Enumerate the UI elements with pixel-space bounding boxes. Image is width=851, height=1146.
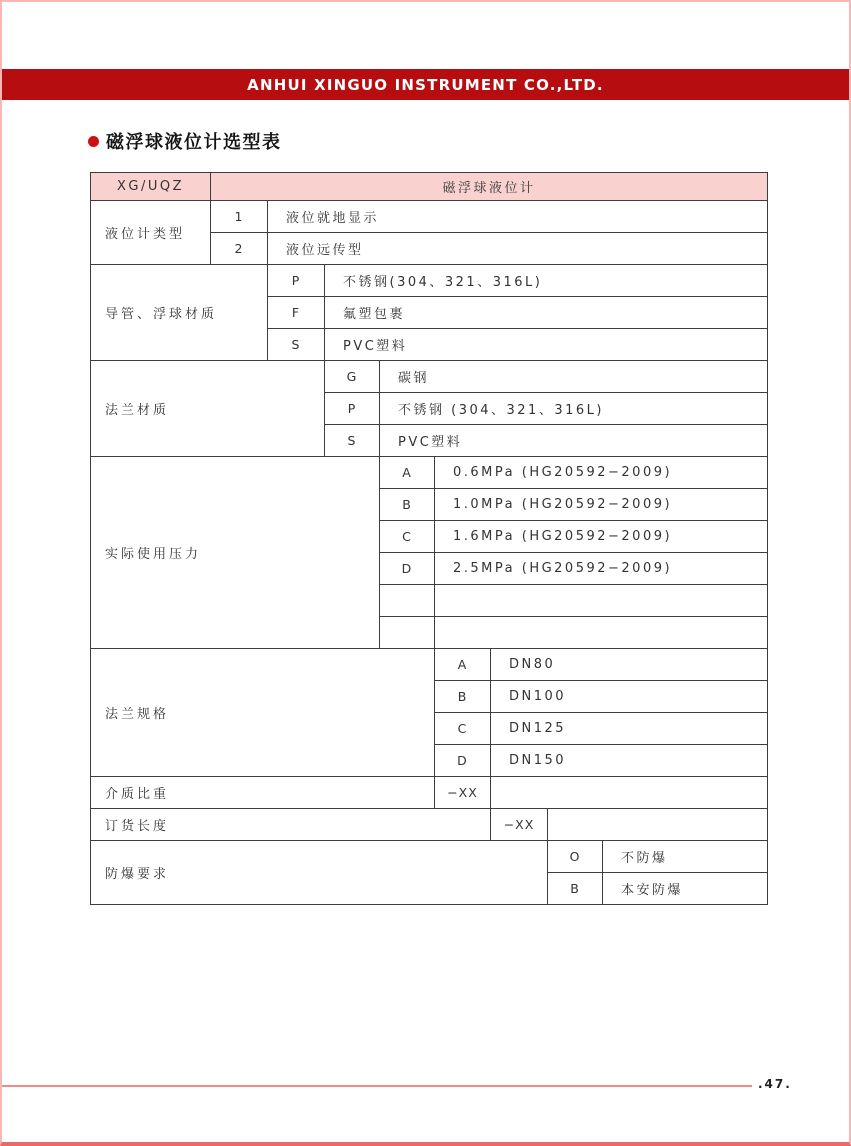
table-row	[91, 649, 768, 681]
flange-material-label: 法兰材质	[91, 361, 325, 457]
option-code-empty	[380, 585, 435, 617]
table-row	[91, 457, 768, 489]
option-code: S	[325, 425, 380, 457]
order-length-value: −XX	[491, 809, 548, 841]
option-code: D	[380, 553, 435, 585]
company-header-bar	[0, 69, 851, 100]
model-code-cell: XG/UQZ	[91, 173, 211, 201]
option-desc: PVC塑料	[380, 425, 768, 457]
table-row	[91, 809, 768, 841]
option-code: S	[268, 329, 325, 361]
option-code: A	[435, 649, 491, 681]
medium-gravity-label: 介质比重	[91, 777, 435, 809]
option-desc: PVC塑料	[325, 329, 768, 361]
option-code: 2	[211, 233, 268, 265]
option-desc: 1.0MPa (HG20592−2009)	[435, 489, 768, 521]
working-pressure-label: 实际使用压力	[91, 457, 380, 649]
option-code: C	[380, 521, 435, 553]
option-desc: 不锈钢 (304、321、316L)	[380, 393, 768, 425]
option-code: 1	[211, 201, 268, 233]
option-desc: 不锈钢(304、321、316L)	[325, 265, 768, 297]
option-code: A	[380, 457, 435, 489]
option-code: P	[268, 265, 325, 297]
table-row	[91, 777, 768, 809]
bullet-icon	[88, 136, 99, 147]
option-desc: 液位远传型	[268, 233, 768, 265]
option-desc: 氟塑包裹	[325, 297, 768, 329]
section-title-text: 磁浮球液位计选型表	[106, 132, 282, 153]
medium-gravity-value: −XX	[435, 777, 491, 809]
option-desc: 2.5MPa (HG20592−2009)	[435, 553, 768, 585]
empty-cell	[548, 809, 768, 841]
option-code: D	[435, 745, 491, 777]
option-desc: 本安防爆	[603, 873, 768, 905]
table-row	[91, 841, 768, 873]
option-desc: 碳钢	[380, 361, 768, 393]
option-code: B	[380, 489, 435, 521]
option-desc: DN100	[491, 681, 768, 713]
option-code: F	[268, 297, 325, 329]
option-desc-empty	[435, 617, 768, 649]
option-desc: 1.6MPa (HG20592−2009)	[435, 521, 768, 553]
tube-float-material-label: 导管、浮球材质	[91, 265, 268, 361]
flange-spec-label: 法兰规格	[91, 649, 435, 777]
table-row	[91, 201, 768, 233]
option-code: B	[548, 873, 603, 905]
table-row	[91, 361, 768, 393]
option-code: P	[325, 393, 380, 425]
option-code: G	[325, 361, 380, 393]
option-desc: DN150	[491, 745, 768, 777]
explosion-proof-label: 防爆要求	[91, 841, 548, 905]
table-row	[91, 265, 768, 297]
option-desc: 液位就地显示	[268, 201, 768, 233]
order-length-label: 订货长度	[91, 809, 491, 841]
page-number: .47.	[758, 1077, 792, 1091]
gauge-type-label: 液位计类型	[91, 201, 211, 265]
option-desc: 不防爆	[603, 841, 768, 873]
option-desc-empty	[435, 585, 768, 617]
table-header-row	[91, 173, 768, 201]
empty-cell	[491, 777, 768, 809]
option-code-empty	[380, 617, 435, 649]
section-title	[88, 128, 282, 154]
option-desc: 0.6MPa (HG20592−2009)	[435, 457, 768, 489]
option-code: O	[548, 841, 603, 873]
option-desc: DN125	[491, 713, 768, 745]
footer-rule	[0, 1085, 752, 1087]
option-desc: DN80	[491, 649, 768, 681]
selection-table	[90, 172, 768, 905]
option-code: B	[435, 681, 491, 713]
product-name-cell: 磁浮球液位计	[211, 173, 768, 201]
company-name: ANHUI XINGUO INSTRUMENT CO.,LTD.	[247, 75, 604, 94]
option-code: C	[435, 713, 491, 745]
